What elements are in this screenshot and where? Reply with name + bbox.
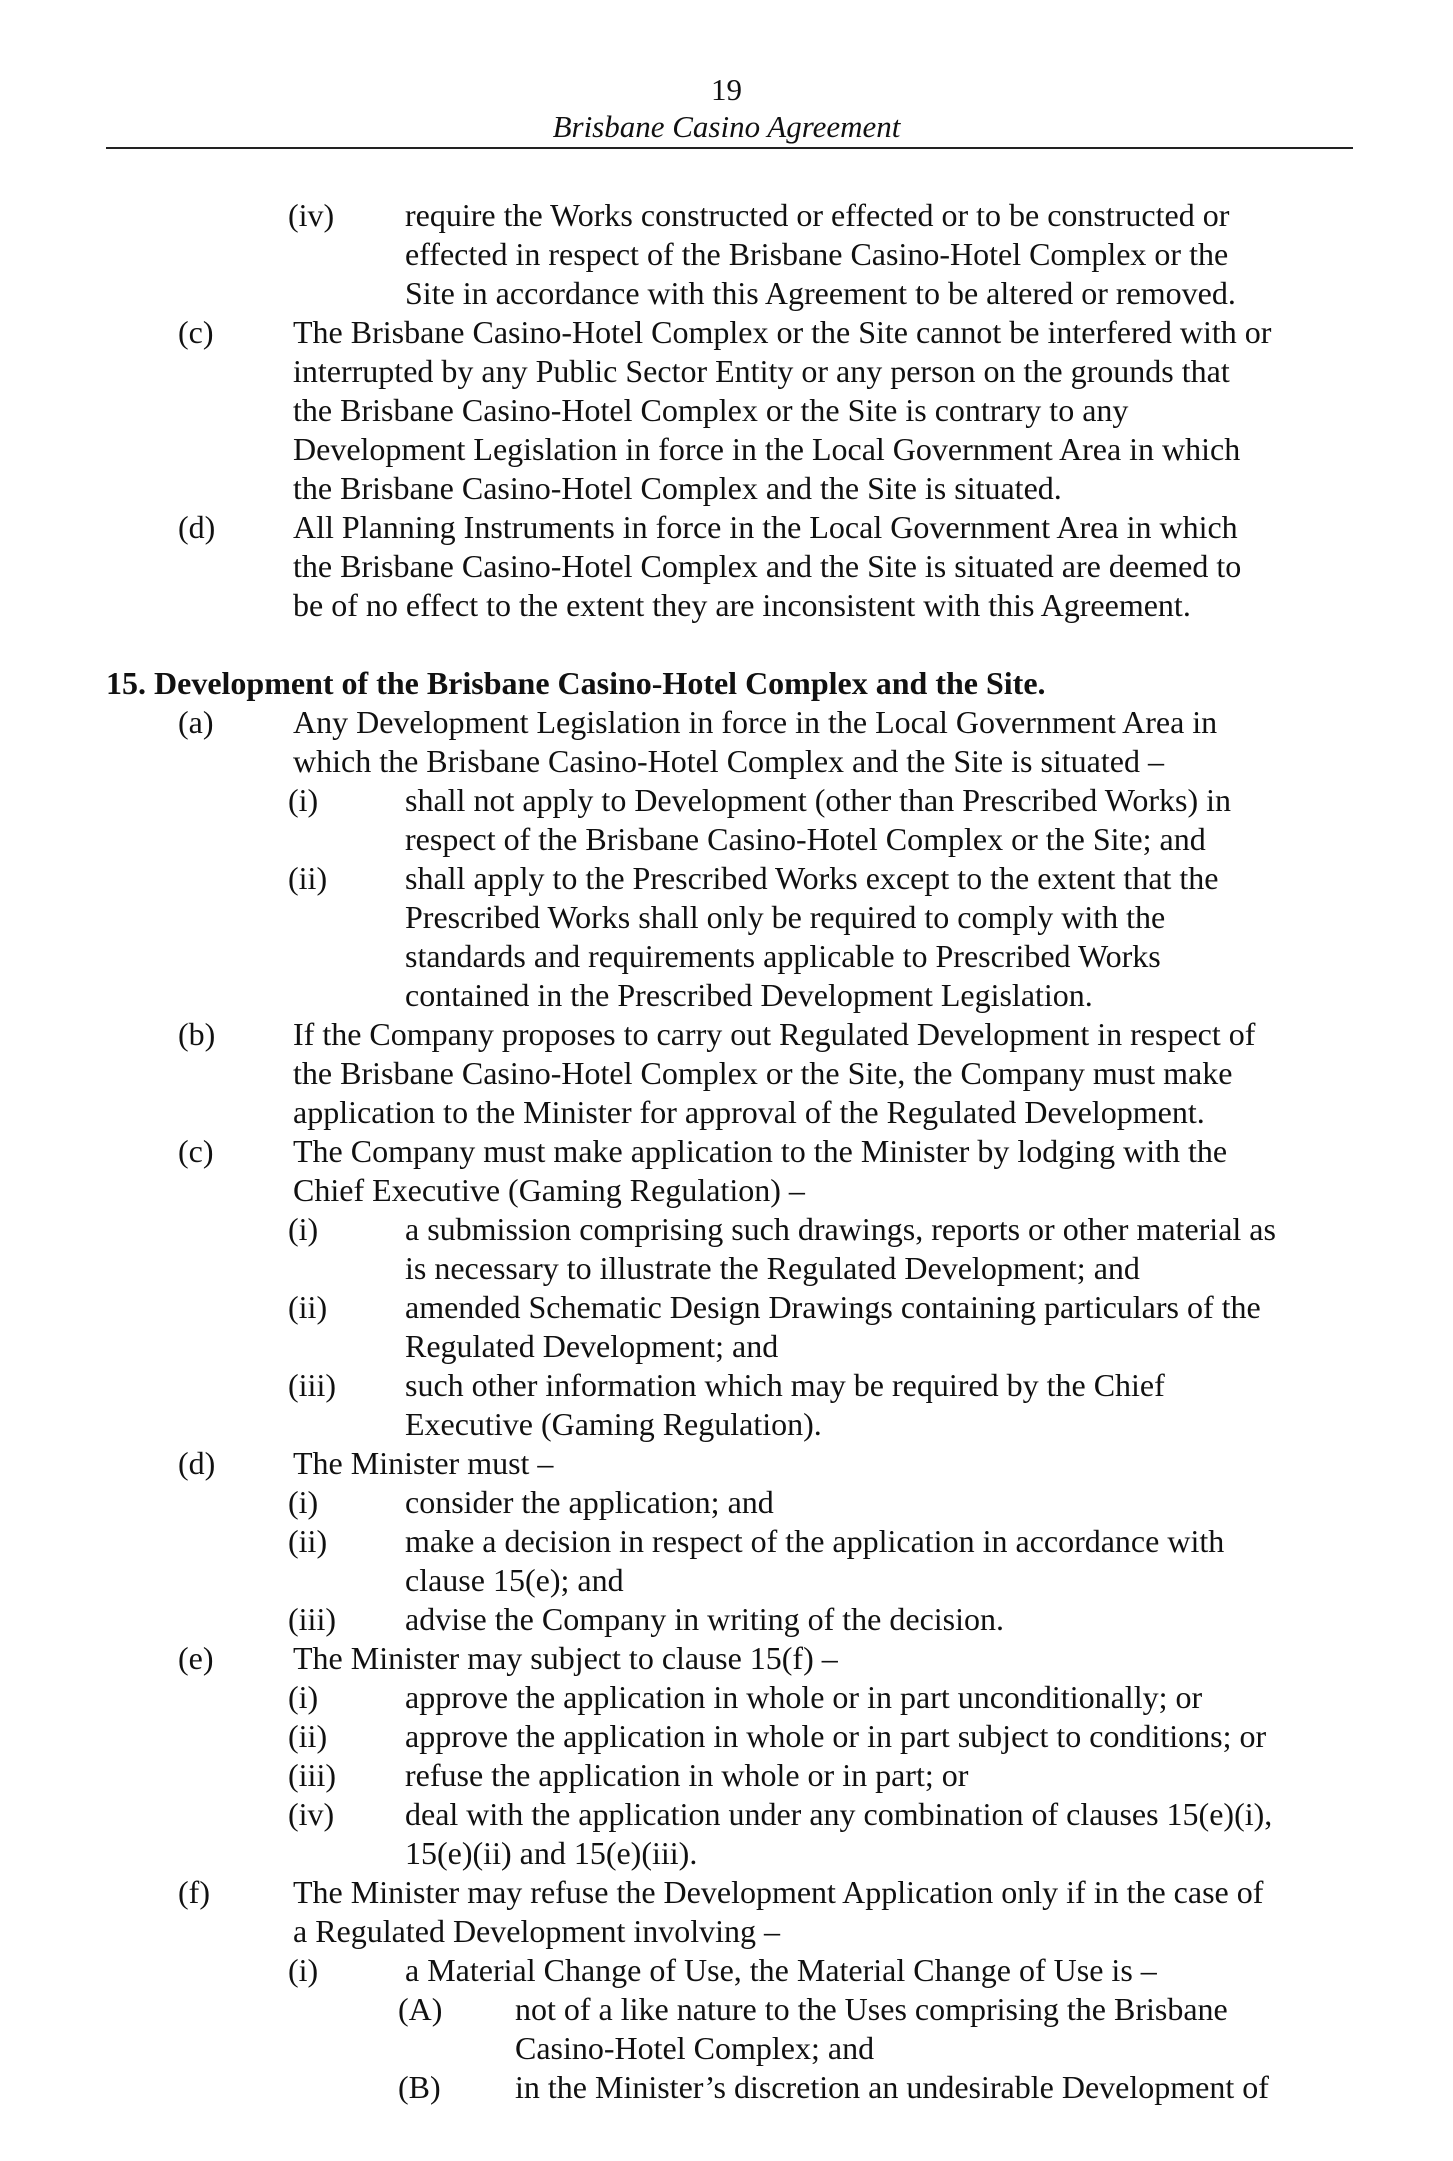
paragraph-text-line: in the Minister’s discretion an undesirable Development of: [515, 2069, 1269, 2105]
subclause-label: (ii): [288, 1289, 328, 1325]
subclause-text-line: contained in the Prescribed Development Legislation.: [405, 977, 1093, 1013]
subclause-text-line: shall apply to the Prescribed Works except to the extent that the: [405, 860, 1219, 896]
clause-text-line: The Minister must –: [293, 1445, 554, 1481]
subclause-label: (iii): [288, 1601, 336, 1637]
subclause-text-line: standards and requirements applicable to Prescribed Works: [405, 938, 1161, 974]
subclause-text-line: make a decision in respect of the application in accordance with: [405, 1523, 1225, 1559]
clause-text-line: effected in respect of the Brisbane Casino-Hotel Complex or the: [405, 236, 1229, 272]
running-title: Brisbane Casino Agreement: [552, 109, 901, 144]
subclause-label: (i): [288, 782, 319, 818]
clause-text-line: The Brisbane Casino-Hotel Complex or the Site cannot be interfered with or: [293, 314, 1272, 350]
subclause-text-line: respect of the Brisbane Casino-Hotel Complex or the Site; and: [405, 821, 1206, 857]
paragraph-text-line: not of a like nature to the Uses comprising the Brisbane: [515, 1991, 1228, 2027]
subclause-label: (ii): [288, 1718, 328, 1754]
subclause-text-line: clause 15(e); and: [405, 1562, 624, 1598]
clause-text-line: The Minister may refuse the Development Application only if in the case of: [293, 1874, 1264, 1910]
clause-label: (f): [178, 1874, 210, 1910]
subclause-text-line: refuse the application in whole or in part; or: [405, 1757, 969, 1793]
clause-label: (d): [178, 509, 216, 545]
subclause-text-line: consider the application; and: [405, 1484, 774, 1520]
subclause-label: (iv): [288, 1796, 335, 1832]
paragraph-label: (A): [398, 1991, 443, 2027]
clause-text-line: Site in accordance with this Agreement to be altered or removed.: [405, 275, 1236, 311]
clause-text-line: interrupted by any Public Sector Entity or any person on the grounds that: [293, 353, 1230, 389]
subclause-text-line: deal with the application under any combination of clauses 15(e)(i),: [405, 1796, 1273, 1832]
page-number: 19: [711, 72, 742, 107]
clause-text-line: be of no effect to the extent they are inconsistent with this Agreement.: [293, 587, 1191, 623]
subclause-text-line: Regulated Development; and: [405, 1328, 779, 1364]
clause-text-line: Development Legislation in force in the Local Government Area in which: [293, 431, 1241, 467]
clause-label: (iv): [288, 197, 335, 233]
subclause-label: (ii): [288, 860, 328, 896]
subclause-label: (i): [288, 1211, 319, 1247]
clause-text-line: application to the Minister for approval of the Regulated Development.: [293, 1094, 1205, 1130]
clause-text-line: Chief Executive (Gaming Regulation) –: [293, 1172, 805, 1208]
clause-text-line: The Company must make application to the Minister by lodging with the: [293, 1133, 1228, 1169]
subclause-label: (iii): [288, 1367, 336, 1403]
subclause-text-line: amended Schematic Design Drawings containing particulars of the: [405, 1289, 1261, 1325]
clause-text-line: the Brisbane Casino-Hotel Complex or the Site, the Company must make: [293, 1055, 1233, 1091]
clause-label: (e): [178, 1640, 214, 1676]
subclause-text-line: is necessary to illustrate the Regulated Development; and: [405, 1250, 1140, 1286]
subclause-label: (i): [288, 1952, 319, 1988]
clause-text-line: All Planning Instruments in force in the Local Government Area in which: [293, 509, 1238, 545]
clause-text-line: the Brisbane Casino-Hotel Complex and the Site is situated are deemed to: [293, 548, 1242, 584]
subclause-text-line: shall not apply to Development (other than Prescribed Works) in: [405, 782, 1231, 818]
clause-label: (b): [178, 1016, 216, 1052]
clause-label: (c): [178, 1133, 214, 1169]
subclause-label: (i): [288, 1679, 319, 1715]
clause-label: (a): [178, 704, 214, 740]
clause-text-line: require the Works constructed or effected or to be constructed or: [405, 197, 1230, 233]
subclause-text-line: Executive (Gaming Regulation).: [405, 1406, 822, 1442]
clause-text-line: which the Brisbane Casino-Hotel Complex and the Site is situated –: [293, 743, 1164, 779]
subclause-label: (i): [288, 1484, 319, 1520]
clause-text-line: If the Company proposes to carry out Regulated Development in respect of: [293, 1016, 1256, 1052]
clause-text-line: The Minister may subject to clause 15(f) –: [293, 1640, 838, 1676]
clause-text-line: the Brisbane Casino-Hotel Complex and the Site is situated.: [293, 470, 1062, 506]
header-rule: [106, 147, 1353, 149]
clause-text-line: Any Development Legislation in force in the Local Government Area in: [293, 704, 1218, 740]
subclause-text-line: approve the application in whole or in part unconditionally; or: [405, 1679, 1203, 1715]
subclause-label: (iii): [288, 1757, 336, 1793]
clause-label: (d): [178, 1445, 216, 1481]
section-heading: 15. Development of the Brisbane Casino-Hotel Complex and the Site.: [106, 665, 1046, 701]
paragraph-text-line: Casino-Hotel Complex; and: [515, 2030, 875, 2066]
subclause-text-line: a submission comprising such drawings, reports or other material as: [405, 1211, 1276, 1247]
subclause-text-line: Prescribed Works shall only be required to comply with the: [405, 899, 1166, 935]
subclause-text-line: advise the Company in writing of the decision.: [405, 1601, 1004, 1637]
subclause-label: (ii): [288, 1523, 328, 1559]
subclause-text-line: 15(e)(ii) and 15(e)(iii).: [405, 1835, 698, 1871]
subclause-text-line: such other information which may be required by the Chief: [405, 1367, 1165, 1403]
paragraph-label: (B): [398, 2069, 441, 2105]
clause-text-line: the Brisbane Casino-Hotel Complex or the Site is contrary to any: [293, 392, 1129, 428]
clause-label: (c): [178, 314, 214, 350]
subclause-text-line: a Material Change of Use, the Material Change of Use is –: [405, 1952, 1157, 1988]
clause-text-line: a Regulated Development involving –: [293, 1913, 780, 1949]
subclause-text-line: approve the application in whole or in part subject to conditions; or: [405, 1718, 1267, 1754]
